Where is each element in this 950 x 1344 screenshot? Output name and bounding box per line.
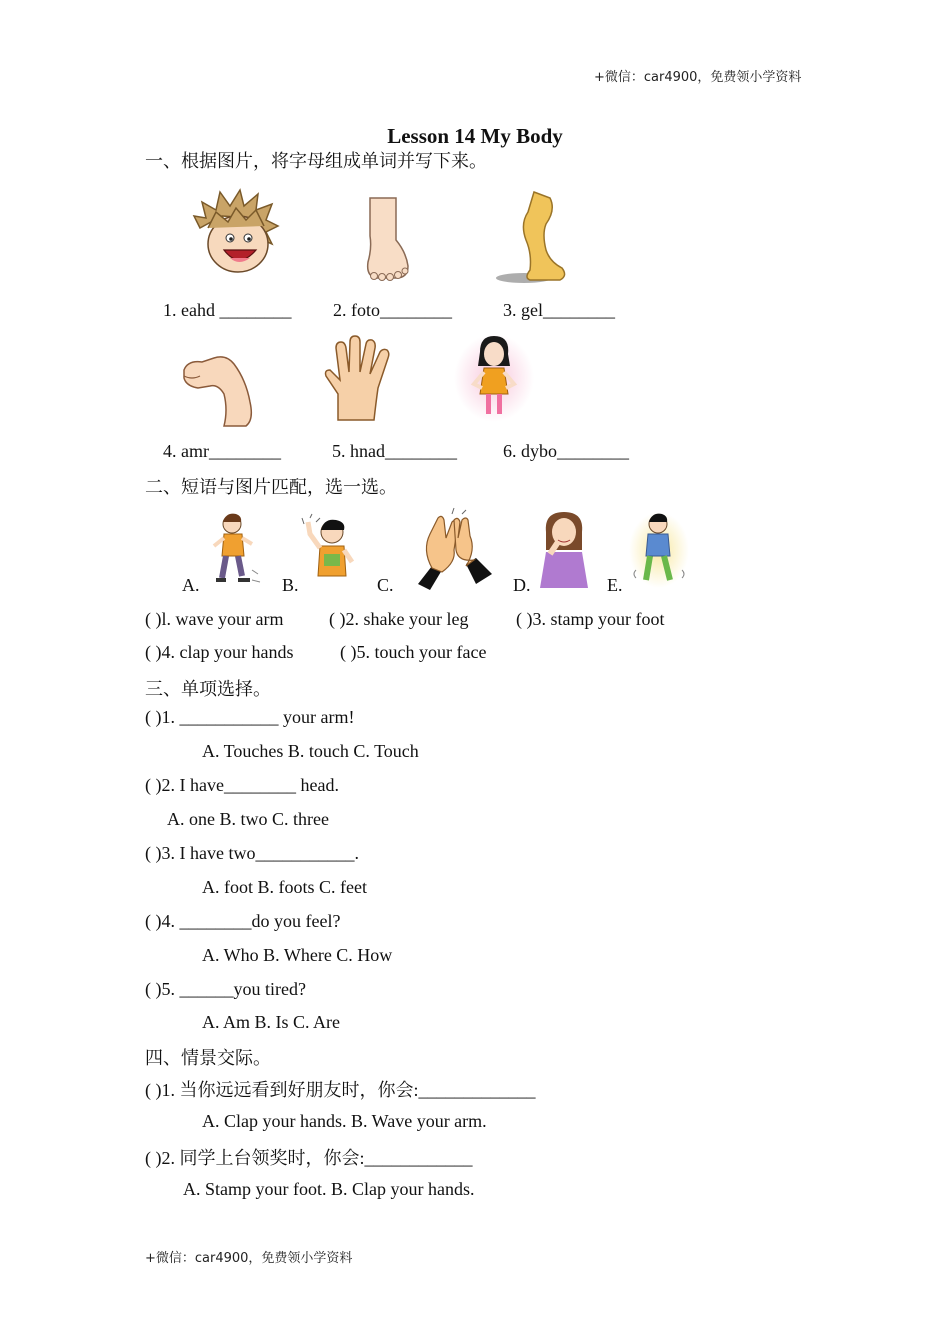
word-item-3: 3. gel________ xyxy=(503,300,615,320)
arm-icon xyxy=(180,350,256,428)
match-item-1: ( )l. wave your arm xyxy=(145,609,284,629)
choice-question-3: ( )3. I have two___________. xyxy=(145,843,359,863)
choice-options-3: A. foot B. foots C. feet xyxy=(202,877,367,897)
choice-options-4: A. Who B. Where C. How xyxy=(202,945,393,965)
clapping-hands-icon xyxy=(412,514,496,592)
situation-options-2: A. Stamp your foot. B. Clap your hands. xyxy=(183,1179,475,1199)
situation-options-1: A. Clap your hands. B. Wave your arm. xyxy=(202,1111,487,1131)
stamping-boy-icon xyxy=(208,510,264,590)
situation-question-1: ( )1. 当你远远看到好朋友时，你会:_____________ xyxy=(145,1080,536,1100)
waving-boy-icon xyxy=(302,514,362,586)
match-item-3: ( )3. stamp your foot xyxy=(516,609,665,629)
section4-heading: 四、情景交际。 xyxy=(145,1048,271,1068)
choice-question-4: ( )4. ________do you feel? xyxy=(145,911,341,931)
body-icon xyxy=(452,332,536,424)
choice-options-1: A. Touches B. touch C. Touch xyxy=(202,741,419,761)
choice-question-2: ( )2. I have________ head. xyxy=(145,775,339,795)
picture-label-d: D. xyxy=(513,575,531,595)
leg-icon xyxy=(494,190,572,286)
match-item-5: ( )5. touch your face xyxy=(340,642,487,662)
foot-icon xyxy=(362,196,414,282)
choice-question-1: ( )1. ___________ your arm! xyxy=(145,707,355,727)
watermark-bottom: +微信：car4900，免费领小学资料 xyxy=(145,1251,353,1266)
word-item-5: 5. hnad________ xyxy=(332,441,457,461)
match-item-2: ( )2. shake your leg xyxy=(329,609,469,629)
picture-label-e: E. xyxy=(607,575,623,595)
section1-heading: 一、根据图片，将字母组成单词并写下来。 xyxy=(145,151,487,171)
choice-options-5: A. Am B. Is C. Are xyxy=(202,1012,341,1032)
picture-label-b: B. xyxy=(282,575,299,595)
page-title: Lesson 14 My Body xyxy=(387,124,563,148)
word-item-2: 2. foto________ xyxy=(333,300,452,320)
section3-heading: 三、单项选择。 xyxy=(145,679,271,699)
shaking-boy-icon xyxy=(628,510,690,588)
watermark-top: +微信：car4900，免费领小学资料 xyxy=(594,70,802,85)
girl-touching-face-icon xyxy=(536,508,592,590)
word-item-4: 4. amr________ xyxy=(163,441,281,461)
word-item-6: 6. dybo________ xyxy=(503,441,629,461)
picture-label-c: C. xyxy=(377,575,394,595)
word-item-1: 1. eahd ________ xyxy=(163,300,292,320)
section2-heading: 二、短语与图片匹配，选一选。 xyxy=(145,477,397,497)
situation-question-2: ( )2. 同学上台领奖时，你会:____________ xyxy=(145,1148,473,1168)
head-icon xyxy=(192,188,280,276)
match-item-4: ( )4. clap your hands xyxy=(145,642,294,662)
choice-question-5: ( )5. ______you tired? xyxy=(145,979,306,999)
choice-options-2: A. one B. two C. three xyxy=(167,809,329,829)
hand-icon xyxy=(322,336,394,422)
picture-label-a: A. xyxy=(182,575,200,595)
